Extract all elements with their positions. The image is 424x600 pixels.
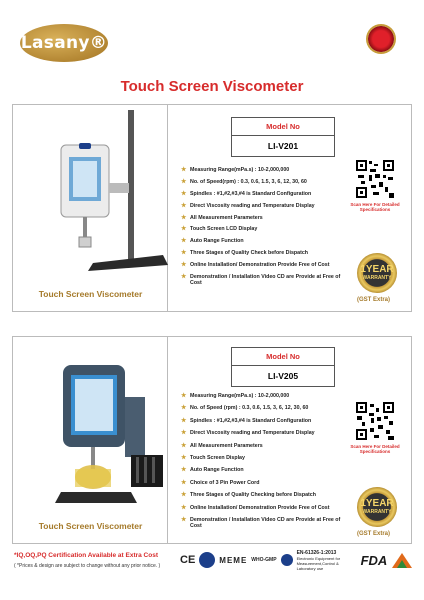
en-standard-code: EN-61326-1:2013	[296, 549, 337, 556]
quality-seal-icon	[368, 26, 394, 52]
warranty-years: 1YEAR	[360, 264, 394, 275]
nsic-logo-icon	[391, 551, 413, 569]
en-standard-desc: Electronic Equipment for Measurement,Control & Laboratory use	[296, 555, 341, 571]
model-number: LI-V205	[267, 371, 299, 381]
qr-code-icon[interactable]	[355, 401, 395, 441]
warranty-label: WARRANTY	[362, 275, 392, 281]
spec-item: ★ Online Installation/ Demonstration Provide Free of Cost	[181, 505, 361, 511]
spec-item: ★ No. of Speed(rpm) : 0.3, 0.6, 1.5, 3, 6, 12, 30, 60	[181, 179, 361, 185]
model-number: LI-V201	[267, 141, 299, 151]
product-panel-v201	[12, 104, 412, 312]
price-disclaimer: ( *Prices & design are subject to change without any prior notice. )	[14, 563, 161, 569]
page-title: Touch Screen Viscometer	[120, 78, 304, 95]
spec-list	[181, 167, 361, 286]
spec-item: ★ Demonstration / Installation Video CD are Provide at Free of Cost	[181, 517, 341, 529]
spec-item: ★ Measuring Range(mPa.s) : 10-2,000,000	[181, 167, 361, 173]
iso-seal-icon	[199, 552, 215, 568]
qr-code-icon[interactable]	[355, 159, 395, 199]
spec-item: ★ Direct Viscosity reading and Temperature Display	[181, 203, 361, 209]
warranty-badge	[357, 487, 397, 527]
certification-note: *IQ,OQ,PQ Certification Available at Extra Cost	[14, 552, 158, 559]
gst-note: (GST Extra)	[357, 531, 391, 537]
product-image-area	[13, 337, 168, 543]
spec-item: ★ Direct Viscosity reading and Temperature Display	[181, 430, 361, 436]
spec-list	[181, 393, 361, 529]
spec-item: ★ Three Stages of Quality Check before Dispatch	[181, 250, 361, 256]
spec-item: ★ No. of Speed (rpm) : 0.3, 0.6, 1.5, 3, 6, 12, 30, 60	[181, 405, 361, 411]
spec-item: ★ Spindles : #1,#2,#3,#4 is Standard Configuration	[181, 191, 361, 197]
warranty-years: 1YEAR	[360, 498, 394, 509]
ce-mark-icon: CE	[180, 554, 196, 566]
spec-item: ★ Auto Range Function	[181, 238, 361, 244]
spec-item: ★ Touch Screen LCD Display	[181, 226, 361, 232]
model-label: Model No	[232, 118, 334, 136]
spec-item: ★ Demonstration / Installation Video CD are Provide at Free of Cost	[181, 274, 341, 286]
lasany-logo: Lasany®	[20, 24, 108, 62]
warranty-badge	[357, 253, 397, 293]
viscometer-v205-image	[13, 337, 168, 512]
spec-item: ★ All Measurement Parameters	[181, 443, 361, 449]
spec-item: ★ Three Stages of Quality Checking before Dispatch	[181, 492, 361, 498]
spec-item: ★ Measuring Range(mPa.s) : 10-2,000,000	[181, 393, 361, 399]
certification-logos	[180, 547, 414, 573]
product-caption: Touch Screen Viscometer	[38, 521, 143, 531]
model-label: Model No	[232, 348, 334, 366]
spec-item: ★ Spindles : #1,#2,#3,#4 is Standard Configuration	[181, 418, 361, 424]
spec-item: ★ Choice of 3 Pin Power Cord	[181, 480, 361, 486]
viscometer-v201-image	[13, 105, 168, 275]
who-gmp-label: WHO-GMP	[251, 557, 277, 563]
qr-caption: Scan Here For Detailed Specifications	[350, 444, 400, 454]
gst-note: (GST Extra)	[357, 297, 391, 303]
spec-item: ★ Online Installation/ Demonstration Provide Free of Cost	[181, 262, 361, 268]
warranty-label: WARRANTY	[362, 509, 392, 515]
msme-logo: MEME	[219, 555, 248, 565]
en-standard-seal-icon	[281, 554, 293, 566]
model-box	[231, 347, 335, 387]
en-standard-block	[297, 550, 357, 571]
spec-item: ★ Auto Range Function	[181, 467, 361, 473]
model-box	[231, 117, 335, 157]
spec-item: ★ Touch Screen Display	[181, 455, 361, 461]
fda-logo: FDA	[360, 552, 388, 568]
qr-caption: Scan Here For Detailed Specifications	[350, 202, 400, 212]
product-image-area	[13, 105, 168, 311]
spec-item: ★ All Measurement Parameters	[181, 215, 361, 221]
product-caption: Touch Screen Viscometer	[38, 289, 143, 299]
product-panel-v205	[12, 336, 412, 544]
